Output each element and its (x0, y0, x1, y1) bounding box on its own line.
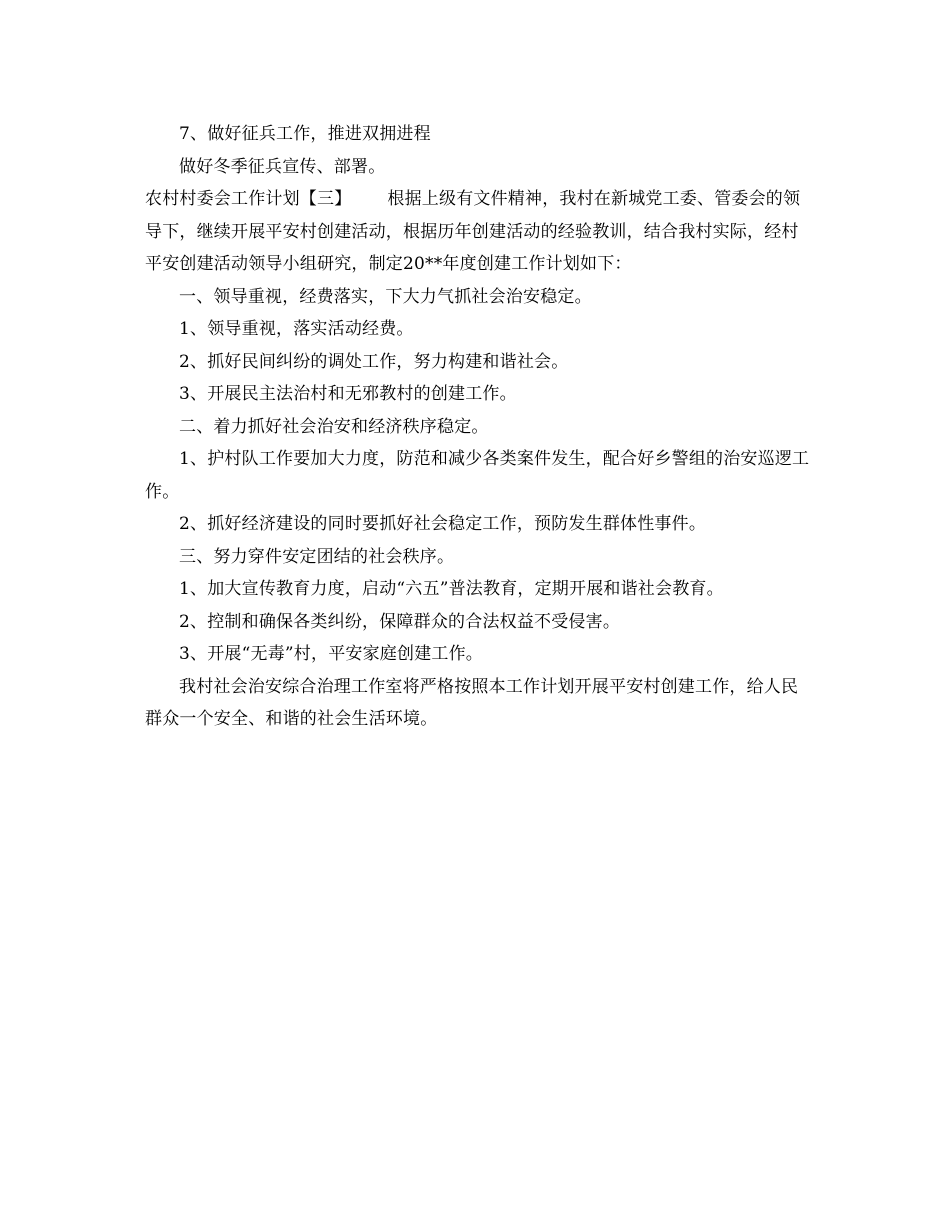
paragraph-1: 7、做好征兵工作，推进双拥进程 (179, 124, 431, 144)
paragraph-11: 三、努力穿件安定团结的社会秩序。 (179, 546, 455, 567)
document-body (145, 118, 810, 736)
paragraph-9: 1、护村队工作要加大力度，防范和减少各类案件发生，配合好乡警组的治安巡逻工作。 (145, 449, 810, 502)
section-heading: 农村村委会工作计划【三】 (145, 189, 352, 209)
paragraph-7: 3、开展民主法治村和无邪教村的创建工作。 (179, 384, 517, 404)
paragraph-4: 一、领导重视，经费落实，下大力气抓社会治安稳定。 (179, 286, 592, 307)
paragraph-3-text: 根据上级有文件精神，我村在新城党工委、管委会的领导下，继续开展平安村创建活动，根据历年创建活动的经验教训，结合我村实际，经村平安创建活动领导小组研究，制定20**年度创建工作计划如下： (145, 189, 801, 274)
paragraph-14: 3、开展“无毒”村，平安家庭创建工作。 (179, 644, 483, 664)
paragraph-3 (145, 183, 810, 281)
paragraph-13: 2、控制和确保各类纠纷，保障群众的合法权益不受侵害。 (179, 611, 621, 632)
paragraph-12: 1、加大宣传教育力度，启动“六五”普法教育，定期开展和谐社会教育。 (179, 579, 724, 599)
paragraph-6: 2、抓好民间纠纷的调处工作，努力构建和谐社会。 (179, 351, 569, 372)
paragraph-5: 1、领导重视，落实活动经费。 (179, 319, 414, 339)
paragraph-2: 做好冬季征兵宣传、部署。 (179, 156, 386, 177)
paragraph-10: 2、抓好经济建设的同时要抓好社会稳定工作，预防发生群体性事件。 (179, 514, 707, 534)
paragraph-8: 二、着力抓好社会治安和经济秩序稳定。 (179, 416, 489, 437)
paragraph-15: 我村社会治安综合治理工作室将严格按照本工作计划开展平安村创建工作，给人民群众一个安全、和谐的社会生活环境。 (145, 676, 799, 729)
